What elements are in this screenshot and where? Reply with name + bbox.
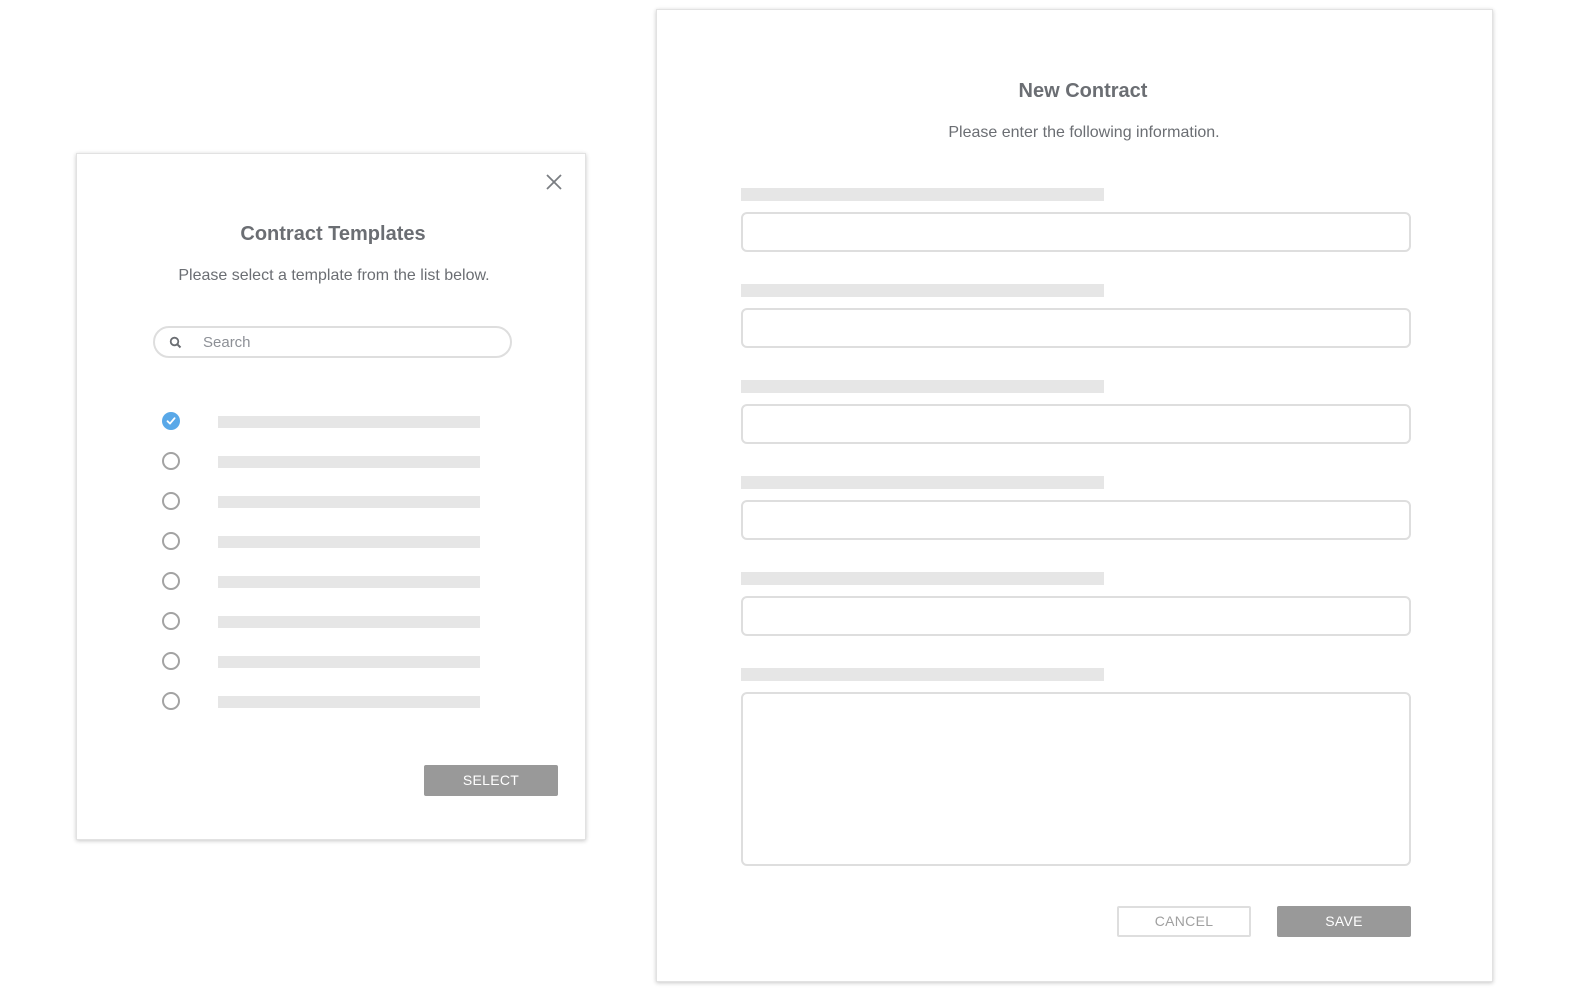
template-list-item[interactable]: [161, 611, 491, 651]
radio-icon[interactable]: [162, 572, 180, 590]
checkmark-icon[interactable]: [162, 412, 180, 430]
radio-icon[interactable]: [162, 532, 180, 550]
template-list-item[interactable]: [161, 571, 491, 611]
search-input[interactable]: [203, 330, 493, 354]
template-name-placeholder: [218, 496, 480, 508]
field-label-placeholder: [741, 380, 1104, 393]
field-label-placeholder: [741, 572, 1104, 585]
radio-icon[interactable]: [162, 492, 180, 510]
template-name-placeholder: [218, 656, 480, 668]
template-name-placeholder: [218, 416, 480, 428]
radio-icon[interactable]: [162, 452, 180, 470]
field-input-3[interactable]: [741, 404, 1411, 444]
radio-icon[interactable]: [162, 652, 180, 670]
template-name-placeholder: [218, 456, 480, 468]
template-list: [161, 411, 491, 731]
field-input-1[interactable]: [741, 212, 1411, 252]
field-input-4[interactable]: [741, 500, 1411, 540]
search-icon: [169, 336, 183, 350]
field-label-placeholder: [741, 668, 1104, 681]
save-button[interactable]: SAVE: [1277, 906, 1411, 937]
form-subtitle: Please enter the following information.: [948, 124, 1220, 141]
cancel-button[interactable]: CANCEL: [1117, 906, 1251, 937]
template-list-item[interactable]: [161, 451, 491, 491]
template-name-placeholder: [218, 616, 480, 628]
radio-icon[interactable]: [162, 692, 180, 710]
field-label-placeholder: [741, 188, 1104, 201]
template-name-placeholder: [218, 536, 480, 548]
select-button[interactable]: SELECT: [424, 765, 558, 796]
template-list-item[interactable]: [161, 491, 491, 531]
dialog-title: Contract Templates: [240, 223, 426, 245]
field-label-placeholder: [741, 284, 1104, 297]
template-name-placeholder: [218, 576, 480, 588]
template-list-item[interactable]: [161, 411, 491, 451]
search-box[interactable]: [153, 326, 512, 358]
field-textarea[interactable]: [741, 692, 1411, 866]
radio-icon[interactable]: [162, 612, 180, 630]
dialog-subtitle: Please select a template from the list below.: [178, 267, 490, 284]
new-contract-dialog: [656, 9, 1493, 982]
close-icon[interactable]: [544, 172, 564, 192]
template-name-placeholder: [218, 696, 480, 708]
template-list-item[interactable]: [161, 531, 491, 571]
field-input-5[interactable]: [741, 596, 1411, 636]
template-list-item[interactable]: [161, 691, 491, 731]
form-title: New Contract: [1018, 80, 1148, 102]
contract-templates-dialog: [76, 153, 586, 840]
field-label-placeholder: [741, 476, 1104, 489]
template-list-item[interactable]: [161, 651, 491, 691]
field-input-2[interactable]: [741, 308, 1411, 348]
